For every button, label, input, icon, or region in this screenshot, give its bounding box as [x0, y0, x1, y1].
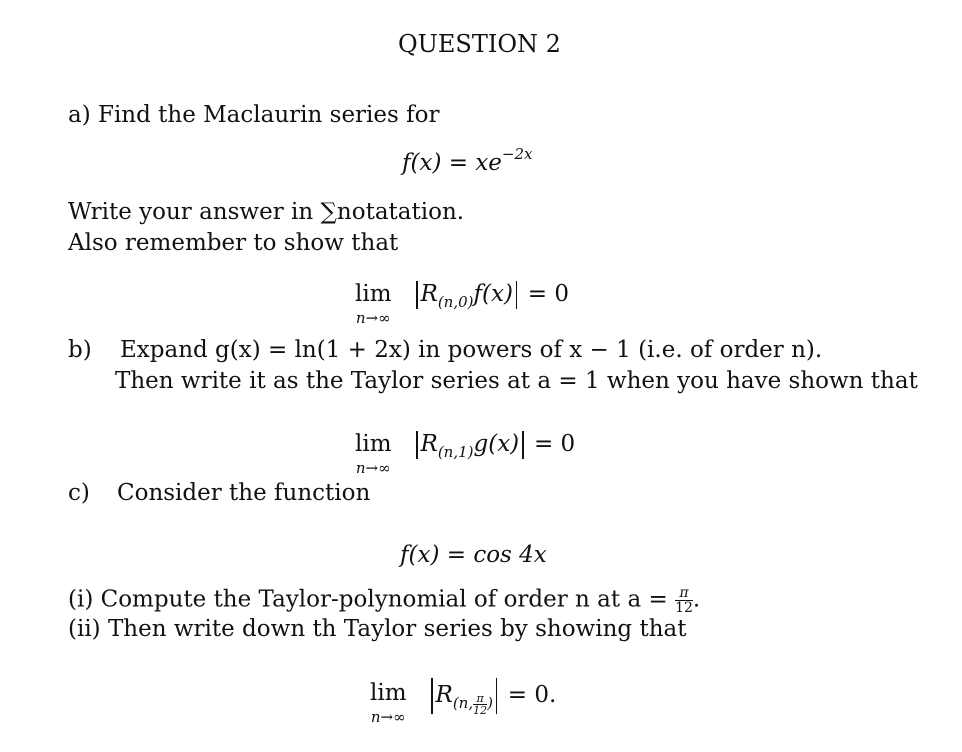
part-a-instruction — [68, 201, 464, 224]
part-a-function-exponent: −2x — [501, 145, 533, 163]
part-b-label: b) — [68, 337, 92, 363]
lim-subscript: n→∞ — [370, 708, 406, 726]
equals-zero: = 0 — [533, 431, 576, 457]
part-a-instruction-post: notatation. — [336, 199, 465, 225]
part-a-prompt: a) Find the Maclaurin series for — [68, 102, 440, 128]
part-b-line1: Expand g(x) = ln(1 + 2x) in powers of x − 1 (i.e. of order n). — [120, 337, 823, 363]
remainder-function: g(x) — [473, 431, 520, 457]
part-a-limit — [355, 281, 392, 327]
part-c-limit — [370, 680, 407, 726]
part-c-function: f(x) = cos 4x — [400, 542, 547, 568]
part-c-item-i — [68, 586, 700, 615]
part-c-remainder — [428, 678, 557, 717]
lim-subscript: n→∞ — [355, 459, 391, 477]
part-b-line2: Then write it as the Taylor series at a = 1 when you have shown that — [115, 368, 918, 394]
sigma-symbol: ∑ — [320, 199, 337, 225]
part-a-remember: Also remember to show that — [68, 230, 399, 256]
pi-over-12-fraction — [675, 586, 693, 615]
part-a-function — [402, 145, 533, 176]
part-b-limit — [355, 431, 392, 477]
part-b-remainder — [413, 431, 575, 459]
part-c-item-i-text: (i) Compute the Taylor-polynomial of order n at a = — [68, 586, 668, 613]
remainder-subscript: (n,1) — [437, 443, 474, 461]
part-c-line1: Consider the function — [117, 480, 371, 506]
remainder-subscript: (n,0) — [437, 293, 474, 311]
fraction-numerator: π — [675, 586, 693, 601]
equals-zero: = 0. — [507, 682, 557, 708]
equals-zero: = 0 — [527, 281, 569, 307]
fraction-denominator: 12 — [675, 600, 693, 616]
remainder-symbol: R — [435, 682, 453, 708]
part-a-function-lhs: f(x) = xe — [402, 150, 502, 176]
remainder-subscript: (n, π 12 ) — [452, 691, 493, 717]
part-a-remainder — [413, 281, 569, 309]
part-c-item-ii: (ii) Then write down th Taylor series by showing that — [68, 616, 687, 642]
remainder-function: f(x) — [473, 281, 513, 307]
remainder-symbol: R — [420, 431, 438, 457]
remainder-symbol: R — [420, 281, 438, 307]
part-a-instruction-pre: Write your answer in — [68, 199, 321, 225]
lim-word: lim — [355, 431, 392, 457]
page-title: QUESTION 2 — [398, 30, 561, 58]
lim-word: lim — [370, 680, 407, 706]
lim-subscript: n→∞ — [355, 309, 391, 327]
lim-word: lim — [355, 281, 392, 307]
period: . — [692, 586, 701, 613]
part-c-label: c) — [68, 480, 90, 506]
